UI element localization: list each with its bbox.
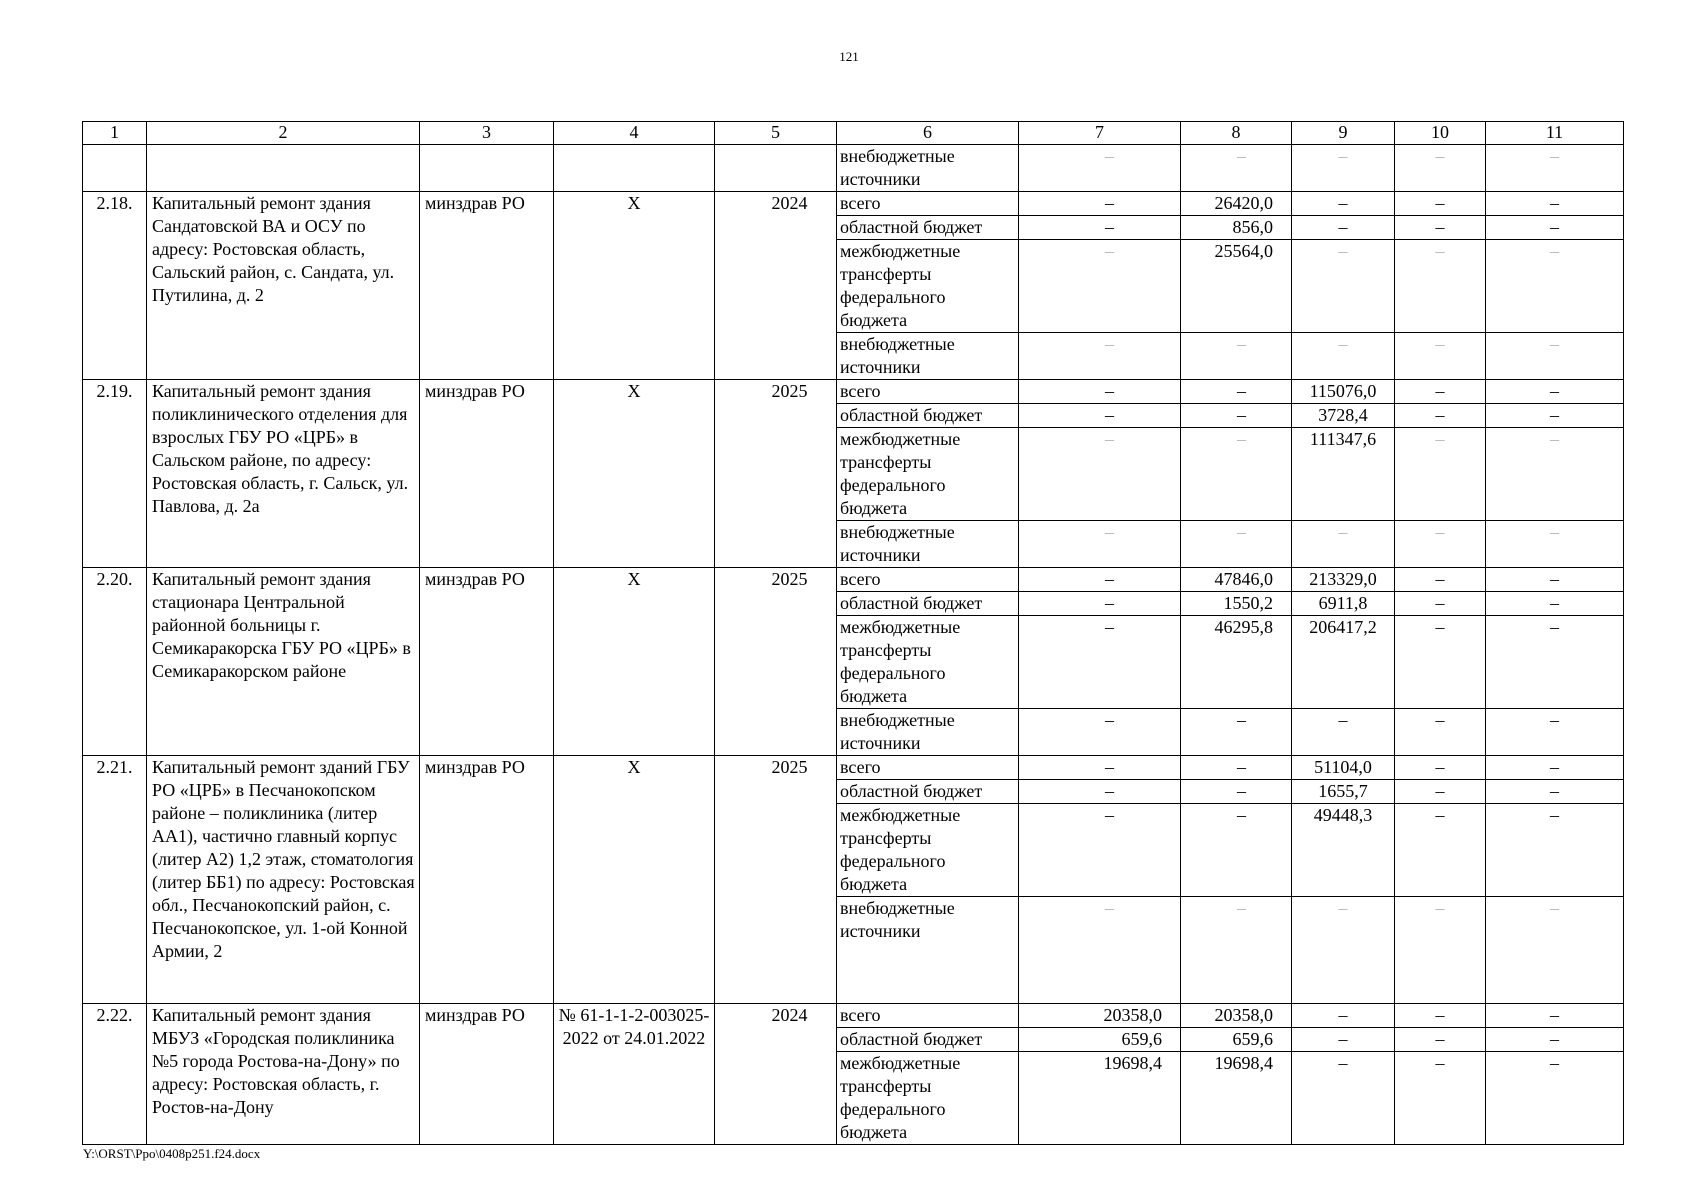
value-cell: – bbox=[1486, 216, 1624, 240]
value-cell: – bbox=[1019, 521, 1181, 568]
document-reference: X bbox=[554, 756, 715, 1004]
value-cell: – bbox=[1292, 216, 1395, 240]
funding-row bbox=[83, 568, 1624, 592]
funding-source: всего bbox=[837, 756, 1019, 780]
item-name: Капитальный ремонт здания МБУЗ «Городская поликлиника №5 города Ростова-на-Дону» по адресу: Ростовская область, г. Ростов-на-Дону bbox=[147, 1004, 420, 1145]
funding-source: внебюджетные источники bbox=[837, 897, 1019, 1004]
value-cell: – bbox=[1019, 428, 1181, 521]
value-cell: 26420,0 bbox=[1181, 192, 1292, 216]
funding-source: внебюджетные источники bbox=[837, 333, 1019, 380]
value-cell: – bbox=[1292, 1028, 1395, 1052]
document-reference: X bbox=[554, 568, 715, 756]
value-cell: – bbox=[1019, 804, 1181, 897]
value-cell: – bbox=[1181, 428, 1292, 521]
value-cell: 115076,0 bbox=[1292, 380, 1395, 404]
value-cell: – bbox=[1019, 616, 1181, 709]
funding-row bbox=[83, 380, 1624, 404]
value-cell: – bbox=[1395, 780, 1486, 804]
value-cell: 19698,4 bbox=[1181, 1052, 1292, 1145]
value-cell: – bbox=[1486, 428, 1624, 521]
funding-source: всего bbox=[837, 568, 1019, 592]
value-cell: 49448,3 bbox=[1292, 804, 1395, 897]
document-reference: X bbox=[554, 380, 715, 568]
file-path-footer: Y:\ORST\Ppo\0408p251.f24.docx bbox=[83, 1146, 261, 1161]
responsible-executor: минздрав РО bbox=[420, 1004, 554, 1145]
value-cell: 6911,8 bbox=[1292, 592, 1395, 616]
funding-source: областной бюджет bbox=[837, 216, 1019, 240]
value-cell: – bbox=[1181, 709, 1292, 756]
value-cell: – bbox=[1019, 897, 1181, 1004]
item-name: Капитальный ремонт здания поликлинического отделения для взрослых ГБУ РО «ЦРБ» в Сальском районе, по адресу: Ростовская область, г. Сальск, ул. Павлова, д. 2а bbox=[147, 380, 420, 568]
value-cell: 20358,0 bbox=[1019, 1004, 1181, 1028]
item-number: 2.20. bbox=[83, 568, 147, 756]
value-cell: – bbox=[1292, 521, 1395, 568]
value-cell: – bbox=[1019, 780, 1181, 804]
funding-source: внебюджетные источники bbox=[837, 145, 1019, 192]
value-cell: – bbox=[1486, 616, 1624, 709]
value-cell: – bbox=[1486, 380, 1624, 404]
header-cell: 8 bbox=[1181, 122, 1292, 145]
value-cell: – bbox=[1395, 568, 1486, 592]
value-cell: – bbox=[1181, 404, 1292, 428]
value-cell: – bbox=[1486, 592, 1624, 616]
table-body bbox=[83, 122, 1624, 1145]
document-reference: X bbox=[554, 192, 715, 380]
value-cell: – bbox=[1486, 780, 1624, 804]
value-cell: – bbox=[1395, 1004, 1486, 1028]
item-name: Капитальный ремонт здания Сандатовской ВА и ОСУ по адресу: Ростовская область, Сальский район, с. Сандата, ул. Путилина, д. 2 bbox=[147, 192, 420, 380]
funding-source: внебюджетные источники bbox=[837, 709, 1019, 756]
header-cell: 5 bbox=[715, 122, 837, 145]
funding-row bbox=[83, 1004, 1624, 1028]
document-reference: № 61-1-1-2-003025-2022 от 24.01.2022 bbox=[554, 1004, 715, 1145]
value-cell: – bbox=[1181, 897, 1292, 1004]
value-cell: – bbox=[1292, 240, 1395, 333]
value-cell: – bbox=[1181, 756, 1292, 780]
page-number: 121 bbox=[839, 49, 859, 64]
value-cell: – bbox=[1292, 333, 1395, 380]
value-cell: 111347,6 bbox=[1292, 428, 1395, 521]
value-cell: 20358,0 bbox=[1181, 1004, 1292, 1028]
completion-year: 2025 bbox=[715, 568, 837, 756]
responsible-executor: минздрав РО bbox=[420, 380, 554, 568]
value-cell: – bbox=[1181, 780, 1292, 804]
empty-cell bbox=[715, 145, 837, 192]
value-cell: – bbox=[1019, 592, 1181, 616]
empty-cell bbox=[554, 145, 715, 192]
value-cell: 1550,2 bbox=[1181, 592, 1292, 616]
funding-source: всего bbox=[837, 380, 1019, 404]
value-cell: – bbox=[1395, 192, 1486, 216]
header-row bbox=[83, 122, 1624, 145]
value-cell: 659,6 bbox=[1181, 1028, 1292, 1052]
funding-source: всего bbox=[837, 192, 1019, 216]
completion-year: 2025 bbox=[715, 380, 837, 568]
value-cell: – bbox=[1395, 333, 1486, 380]
value-cell: – bbox=[1019, 709, 1181, 756]
value-cell: 47846,0 bbox=[1181, 568, 1292, 592]
value-cell: – bbox=[1019, 756, 1181, 780]
responsible-executor: минздрав РО bbox=[420, 192, 554, 380]
responsible-executor: минздрав РО bbox=[420, 756, 554, 1004]
value-cell: 659,6 bbox=[1019, 1028, 1181, 1052]
header-cell: 9 bbox=[1292, 122, 1395, 145]
value-cell: – bbox=[1292, 192, 1395, 216]
value-cell: – bbox=[1395, 709, 1486, 756]
value-cell: 46295,8 bbox=[1181, 616, 1292, 709]
value-cell: – bbox=[1019, 240, 1181, 333]
completion-year: 2024 bbox=[715, 192, 837, 380]
value-cell: – bbox=[1395, 1052, 1486, 1145]
value-cell: – bbox=[1181, 333, 1292, 380]
value-cell: – bbox=[1395, 592, 1486, 616]
funding-source: областной бюджет bbox=[837, 592, 1019, 616]
funding-source: областной бюджет bbox=[837, 1028, 1019, 1052]
value-cell: – bbox=[1292, 897, 1395, 1004]
value-cell: – bbox=[1395, 145, 1486, 192]
empty-cell bbox=[83, 145, 147, 192]
value-cell: – bbox=[1486, 1052, 1624, 1145]
program-table bbox=[82, 121, 1624, 1145]
item-name: Капитальный ремонт здания стационара Центральной районной больницы г. Семикаракорска ГБУ РО «ЦРБ» в Семикаракорском районе bbox=[147, 568, 420, 756]
value-cell: – bbox=[1395, 216, 1486, 240]
funding-source: областной бюджет bbox=[837, 780, 1019, 804]
value-cell: – bbox=[1395, 897, 1486, 1004]
value-cell: – bbox=[1395, 380, 1486, 404]
item-number: 2.22. bbox=[83, 1004, 147, 1145]
value-cell: – bbox=[1486, 756, 1624, 780]
value-cell: – bbox=[1292, 145, 1395, 192]
value-cell: 51104,0 bbox=[1292, 756, 1395, 780]
funding-row bbox=[83, 756, 1624, 780]
value-cell: – bbox=[1181, 521, 1292, 568]
value-cell: – bbox=[1395, 428, 1486, 521]
value-cell: – bbox=[1486, 145, 1624, 192]
funding-source: внебюджетные источники bbox=[837, 521, 1019, 568]
header-cell: 10 bbox=[1395, 122, 1486, 145]
value-cell: – bbox=[1486, 897, 1624, 1004]
funding-source: межбюджетные трансферты федерального бюджета bbox=[837, 428, 1019, 521]
value-cell: 206417,2 bbox=[1292, 616, 1395, 709]
value-cell: – bbox=[1019, 145, 1181, 192]
funding-source: межбюджетные трансферты федерального бюджета bbox=[837, 240, 1019, 333]
value-cell: – bbox=[1486, 240, 1624, 333]
header-cell: 4 bbox=[554, 122, 715, 145]
value-cell: – bbox=[1486, 568, 1624, 592]
completion-year: 2024 bbox=[715, 1004, 837, 1145]
value-cell: – bbox=[1395, 1028, 1486, 1052]
funding-source: межбюджетные трансферты федерального бюджета bbox=[837, 804, 1019, 897]
value-cell: – bbox=[1019, 568, 1181, 592]
value-cell: 213329,0 bbox=[1292, 568, 1395, 592]
completion-year: 2025 bbox=[715, 756, 837, 1004]
value-cell: – bbox=[1019, 380, 1181, 404]
value-cell: 856,0 bbox=[1181, 216, 1292, 240]
value-cell: – bbox=[1395, 804, 1486, 897]
value-cell: – bbox=[1395, 404, 1486, 428]
value-cell: – bbox=[1486, 709, 1624, 756]
value-cell: 3728,4 bbox=[1292, 404, 1395, 428]
value-cell: 25564,0 bbox=[1181, 240, 1292, 333]
value-cell: – bbox=[1181, 145, 1292, 192]
value-cell: – bbox=[1292, 709, 1395, 756]
item-name: Капитальный ремонт зданий ГБУ РО «ЦРБ» в Песчанокопском районе – поликлиника (литер АА1), частично главный корпус (литер А2) 1,2 этаж, стоматология (литер ББ1) по адресу: Ростовская обл., Песчанокопский район, с. Песчанокопское, ул. 1-ой Конной Армии, 2 bbox=[147, 756, 420, 1004]
header-cell: 1 bbox=[83, 122, 147, 145]
value-cell: – bbox=[1486, 404, 1624, 428]
value-cell: – bbox=[1395, 616, 1486, 709]
value-cell: – bbox=[1486, 1028, 1624, 1052]
value-cell: 19698,4 bbox=[1019, 1052, 1181, 1145]
value-cell: – bbox=[1292, 1004, 1395, 1028]
funding-source: всего bbox=[837, 1004, 1019, 1028]
empty-cell bbox=[147, 145, 420, 192]
value-cell: – bbox=[1486, 192, 1624, 216]
value-cell: – bbox=[1019, 333, 1181, 380]
value-cell: – bbox=[1019, 404, 1181, 428]
item-number: 2.19. bbox=[83, 380, 147, 568]
value-cell: – bbox=[1181, 804, 1292, 897]
item-number: 2.18. bbox=[83, 192, 147, 380]
value-cell: – bbox=[1395, 240, 1486, 333]
value-cell: – bbox=[1486, 804, 1624, 897]
funding-source: межбюджетные трансферты федерального бюджета bbox=[837, 1052, 1019, 1145]
funding-source: межбюджетные трансферты федерального бюджета bbox=[837, 616, 1019, 709]
header-cell: 2 bbox=[147, 122, 420, 145]
funding-row bbox=[83, 192, 1624, 216]
value-cell: – bbox=[1181, 380, 1292, 404]
value-cell: – bbox=[1019, 216, 1181, 240]
header-cell: 11 bbox=[1486, 122, 1624, 145]
value-cell: – bbox=[1019, 192, 1181, 216]
value-cell: – bbox=[1292, 1052, 1395, 1145]
value-cell: – bbox=[1486, 1004, 1624, 1028]
header-cell: 6 bbox=[837, 122, 1019, 145]
header-cell: 3 bbox=[420, 122, 554, 145]
item-number: 2.21. bbox=[83, 756, 147, 1004]
responsible-executor: минздрав РО bbox=[420, 568, 554, 756]
empty-cell bbox=[420, 145, 554, 192]
continuation-row bbox=[83, 145, 1624, 192]
value-cell: – bbox=[1486, 521, 1624, 568]
funding-source: областной бюджет bbox=[837, 404, 1019, 428]
value-cell: – bbox=[1395, 521, 1486, 568]
value-cell: 1655,7 bbox=[1292, 780, 1395, 804]
value-cell: – bbox=[1395, 756, 1486, 780]
header-cell: 7 bbox=[1019, 122, 1181, 145]
value-cell: – bbox=[1486, 333, 1624, 380]
